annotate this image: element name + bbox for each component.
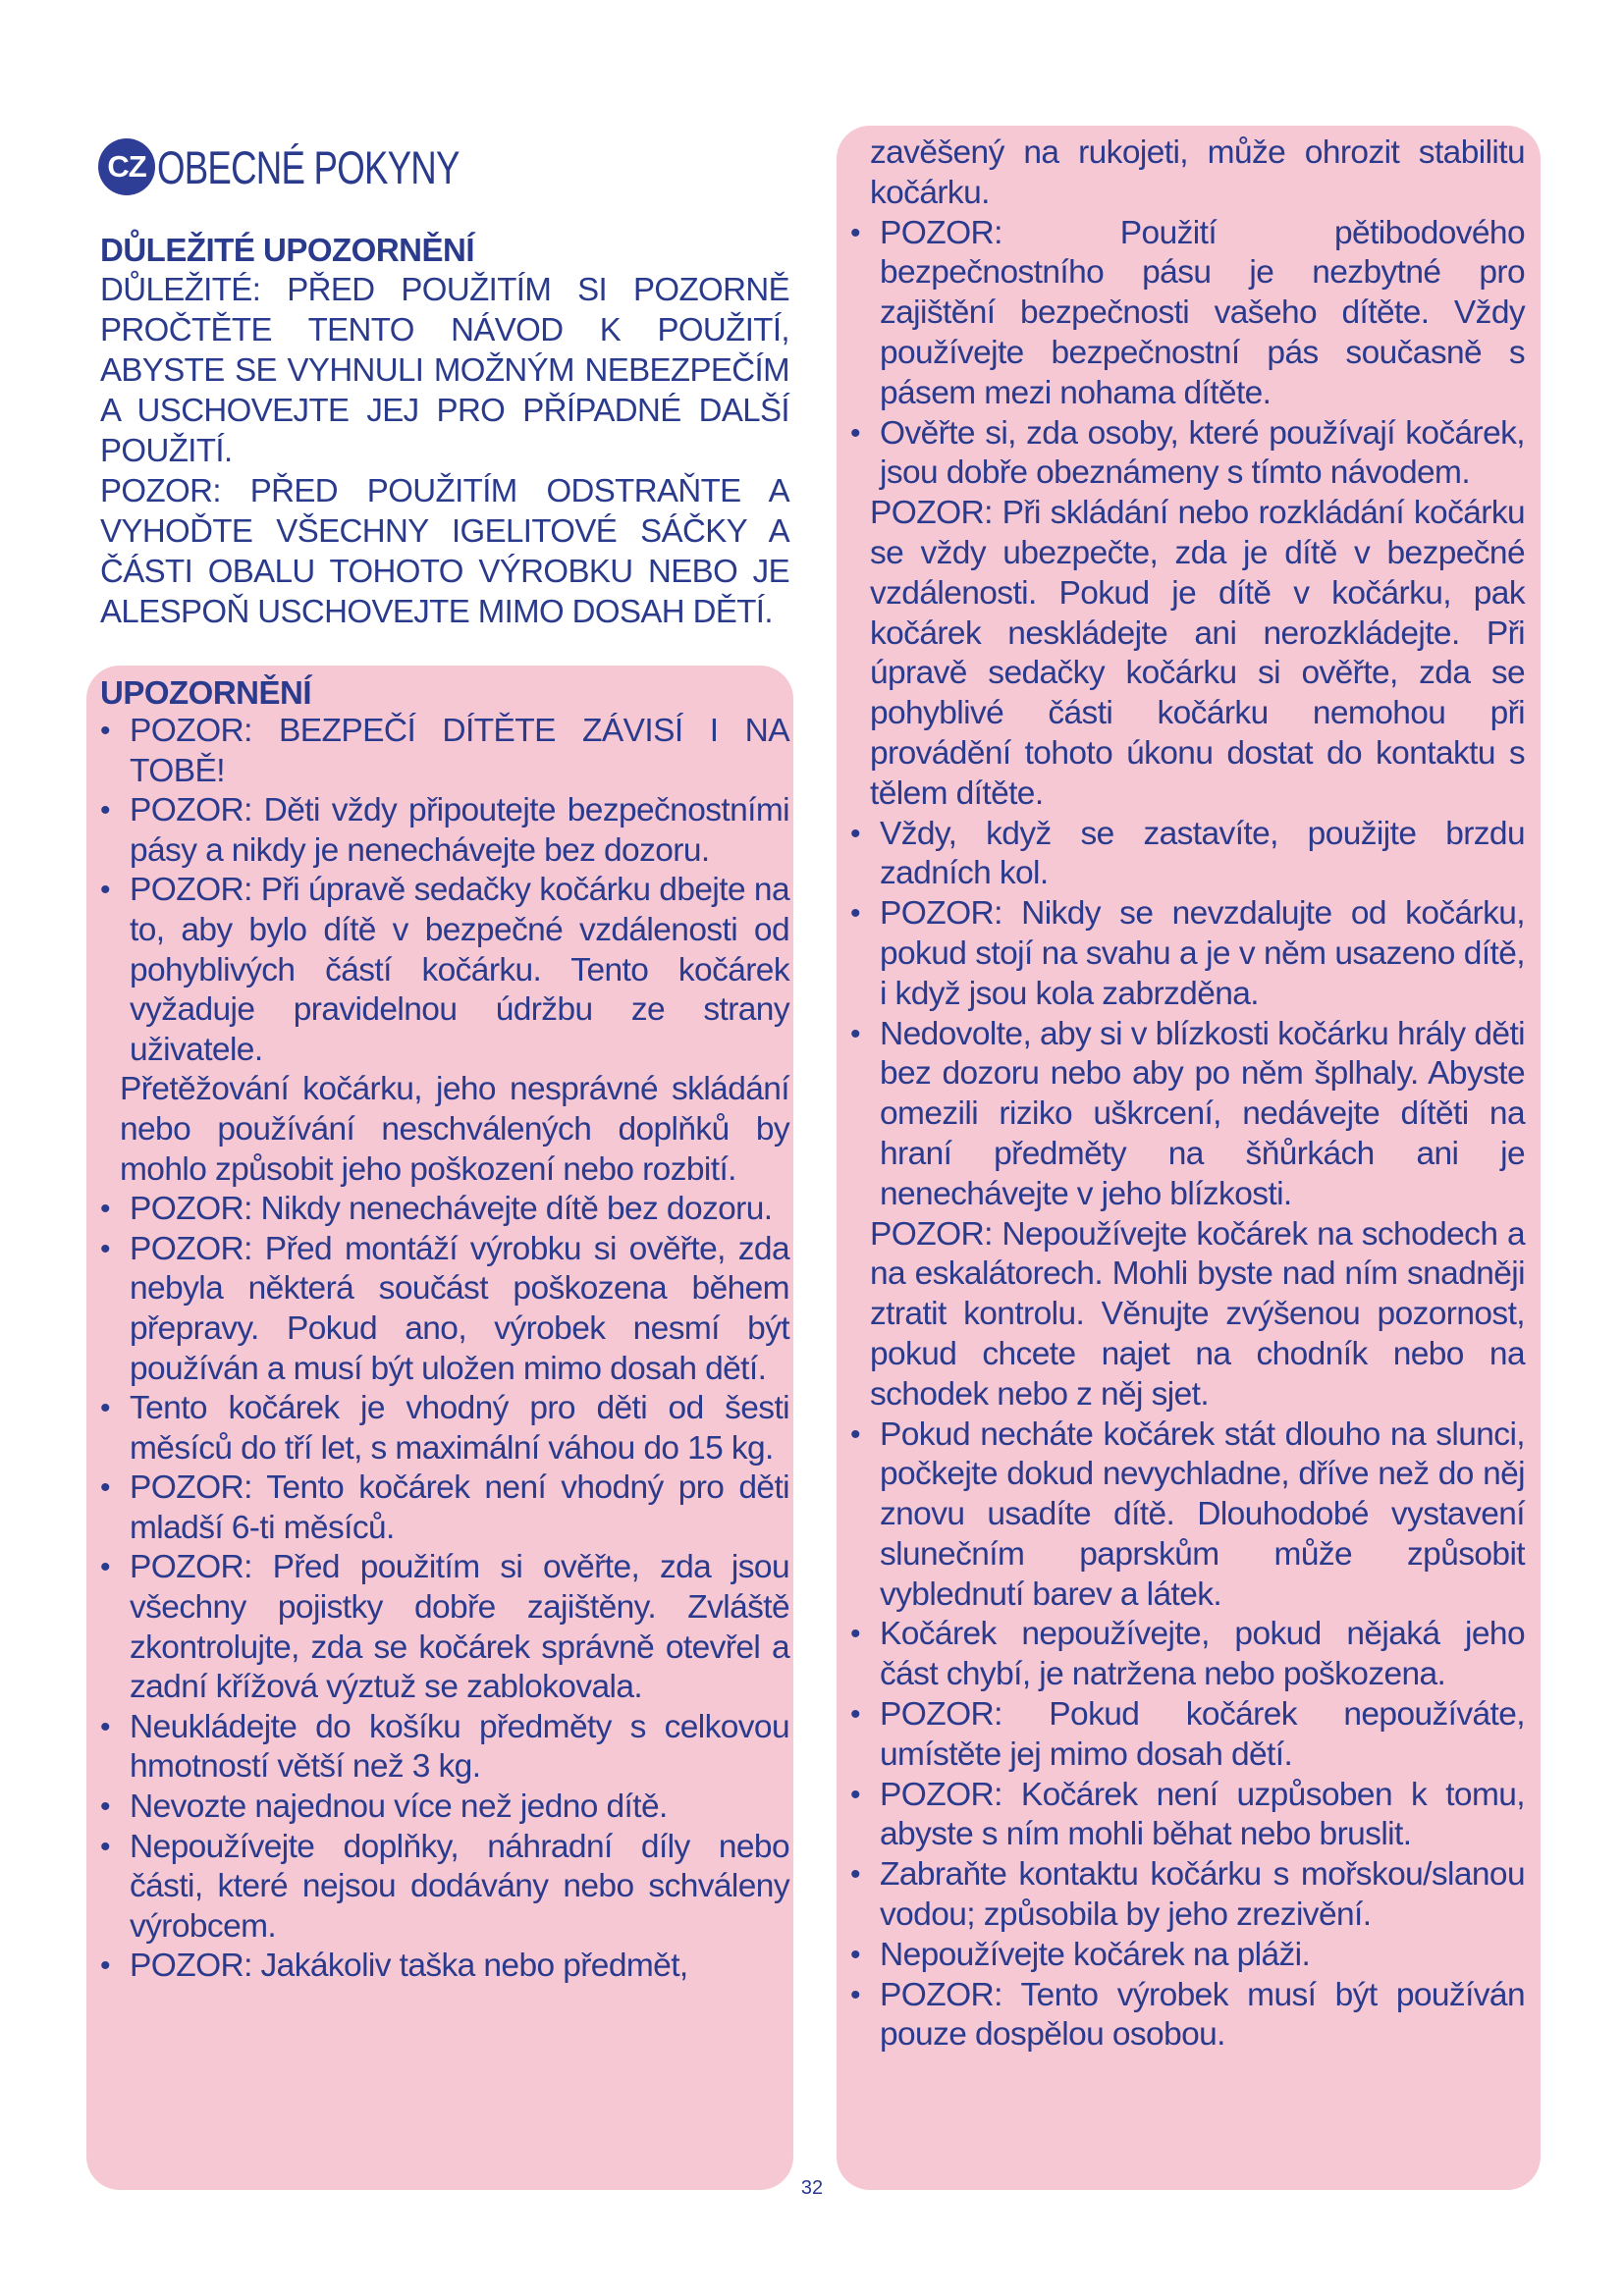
- warning-item: • Ověřte si, zda osoby, které používají kočárek, jsou dobře obeznámeny s tímto návodem.: [850, 414, 1525, 495]
- warnings-heading: UPOZORNĚNÍ: [100, 674, 312, 711]
- warning-item: • Neukládejte do košíku předměty s celkovou hmotností větší než 3 kg.: [100, 1708, 789, 1788]
- packaging-warning-paragraph: POZOR: PŘED POUŽITÍM ODSTRAŇTE A VYHOĎTE VŠECHNY IGELITOVÉ SÁČKY A ČÁSTI OBALU TOHOTO VÝROBKU NEBO JE ALESPOŇ USCHOVEJTE MIMO DOSAH DĚTÍ.: [100, 472, 789, 629]
- warning-item: • POZOR: Při úpravě sedačky kočárku dbejte na to, aby bylo dítě v bezpečné vzdálenosti od pohyblivých částí kočárku. Tento kočárek vyžaduje pravidelnou údržbu ze strany uživatele.: [100, 871, 789, 1070]
- warnings-list-left: [100, 712, 789, 1987]
- warning-item: • POZOR: Nikdy nenechávejte dítě bez dozoru.: [100, 1190, 789, 1230]
- warning-item: POZOR: Při skládání nebo rozkládání kočárku se vždy ubezpečte, zda je dítě v bezpečné vzdálenosti. Pokud je dítě v kočárku, pak kočárek neskládejte ani nerozkládejte. Při úpravě sedačky kočárku si ověřte, zda se pohyblivé části kočárku nemohou při provádění tohoto úkonu dostat do kontaktu s tělem dítěte.: [870, 495, 1525, 812]
- warning-item: • Nedovolte, aby si v blízkosti kočárku hrály děti bez dozoru nebo aby po něm šplhaly. Abyste omezili riziko uškrcení, nedávejte dítěti na hraní předměty na šňůrkách ani je nenechávejte v jeho blízkosti.: [850, 1015, 1525, 1215]
- page-header: [98, 134, 544, 199]
- warning-item: • POZOR: Před použitím si ověřte, zda jsou všechny pojistky dobře zajištěny. Zvláště zkontrolujte, zda se kočárek správně otevřel a zadní křížová výztuž se zablokovala.: [100, 1548, 789, 1707]
- warning-item: • POZOR: Pokud kočárek nepoužíváte, umístěte jej mimo dosah dětí.: [850, 1695, 1525, 1776]
- important-notice-section: [100, 231, 789, 631]
- warning-item: • Pokud necháte kočárek stát dlouho na slunci, počkejte dokud nevychladne, dříve než do něj znovu usadíte dítě. Dlouhodobé vystavení slunečním paprskům může způsobit vyblednutí barev a látek.: [850, 1415, 1525, 1616]
- warning-item: • POZOR: Před montáží výrobku si ověřte, zda nebyla některá součást poškozena během přepravy. Pokud ano, výrobek nesmí být používán a musí být uložen mimo dosah dětí.: [100, 1230, 789, 1389]
- warning-item: • Tento kočárek je vhodný pro děti od šesti měsíců do tří let, s maximální váhou do 15 kg.: [100, 1389, 789, 1468]
- warning-item: • POZOR: Tento kočárek není vhodný pro děti mladší 6-ti měsíců.: [100, 1468, 789, 1548]
- warning-item: • Vždy, když se zastavíte, použijte brzdu zadních kol.: [850, 815, 1525, 895]
- page-number: 32: [800, 2177, 824, 2199]
- warnings-panel-left: [86, 666, 793, 2190]
- important-heading: DŮLEŽITÉ UPOZORNĚNÍ: [100, 232, 475, 268]
- warning-item: • POZOR: Kočárek není uzpůsoben k tomu, abyste s ním mohli běhat nebo bruslit.: [850, 1776, 1525, 1856]
- warnings-list-right: [850, 133, 1525, 2056]
- important-paragraph: DŮLEŽITÉ: PŘED POUŽITÍM SI POZORNĚ PROČTĚTE TENTO NÁVOD K POUŽITÍ, ABYSTE SE VYHNULI MOŽNÝM NEBEZPEČÍM A USCHOVEJTE JEJ PRO PŘÍPADNÉ DALŠÍ POUŽITÍ.: [100, 271, 789, 468]
- warning-item: • Nepoužívejte kočárek na pláži.: [850, 1936, 1525, 1976]
- warning-item: • POZOR: Tento výrobek musí být používán pouze dospělou osobou.: [850, 1976, 1525, 2056]
- warning-item: Přetěžování kočárku, jeho nesprávné skládání nebo používání neschválených doplňků by mohlo způsobit jeho poškození nebo rozbití.: [120, 1071, 789, 1188]
- warning-item: • POZOR: Nikdy se nevzdalujte od kočárku, pokud stojí na svahu a je v něm usazeno dítě, i když jsou kola zabrzděna.: [850, 894, 1525, 1014]
- page-title: OBECNÉ POKYNY: [157, 140, 460, 193]
- warning-item: • POZOR: Děti vždy připoutejte bezpečnostními pásy a nikdy je nenechávejte bez dozoru.: [100, 791, 789, 871]
- warning-item: • Nepoužívejte doplňky, náhradní díly nebo části, které nejsou dodávány nebo schváleny výrobcem.: [100, 1828, 789, 1948]
- warning-item: • Nevozte najednou více než jedno dítě.: [100, 1788, 789, 1828]
- warning-item: • POZOR: Použití pětibodového bezpečnostního pásu je nezbytné pro zajištění bezpečnosti vašeho dítěte. Vždy používejte bezpečnostní pás současně s pásem mezi nohama dítěte.: [850, 214, 1525, 414]
- warnings-panel-right: [837, 126, 1541, 2190]
- warning-item: zavěšený na rukojeti, může ohrozit stabilitu kočárku.: [870, 134, 1525, 211]
- warning-item: • POZOR: BEZPEČÍ DÍTĚTE ZÁVISÍ I NA TOBĚ!: [100, 712, 789, 791]
- warning-item: POZOR: Nepoužívejte kočárek na schodech a na eskalátorech. Mohli byste nad ním snadněji ztratit kontrolu. Věnujte zvýšenou pozornost, pokud chcete najet na chodník nebo na schodek nebo z něj sjet.: [870, 1215, 1525, 1413]
- warning-item: • POZOR: Jakákoliv taška nebo předmět,: [100, 1947, 789, 1987]
- language-badge: CZ: [98, 138, 155, 195]
- warning-item: • Zabraňte kontaktu kočárku s mořskou/slanou vodou; způsobila by jeho zrezivění.: [850, 1855, 1525, 1936]
- warning-item: • Kočárek nepoužívejte, pokud nějaká jeho část chybí, je natržena nebo poškozena.: [850, 1615, 1525, 1695]
